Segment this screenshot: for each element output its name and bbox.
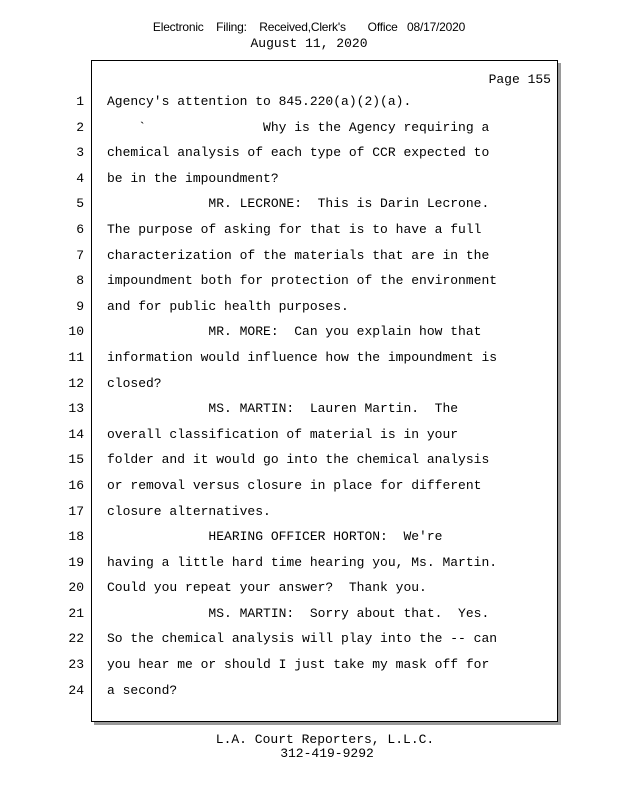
hearing-date: August 11, 2020 xyxy=(250,36,368,51)
transcript-line xyxy=(0,320,618,346)
transcript-lines xyxy=(0,90,618,704)
line-text: or removal versus closure in place for different xyxy=(107,477,482,493)
transcript-line xyxy=(0,500,618,526)
line-number: 16 xyxy=(68,477,84,493)
line-text: The purpose of asking for that is to have a full xyxy=(107,221,482,237)
line-text: you hear me or should I just take my mask off for xyxy=(107,657,490,673)
line-number: 15 xyxy=(68,452,84,468)
line-text: characterization of the materials that are in the xyxy=(107,247,490,263)
line-number: 19 xyxy=(68,554,84,570)
line-number: 9 xyxy=(76,298,84,314)
line-text: MR. MORE: Can you explain how that xyxy=(107,324,482,340)
transcript-line xyxy=(0,576,618,602)
line-text: MS. MARTIN: Lauren Martin. The xyxy=(107,401,459,417)
line-text: a second? xyxy=(107,682,178,698)
court-reporter-name: L.A. Court Reporters, L.L.C. xyxy=(215,732,435,747)
line-number: 6 xyxy=(76,221,84,237)
transcript-line xyxy=(0,372,618,398)
transcript-line xyxy=(0,141,618,167)
line-text: and for public health purposes. xyxy=(107,298,349,314)
court-reporter-phone: 312-419-9292 xyxy=(280,746,374,761)
transcript-line xyxy=(0,423,618,449)
line-text: So the chemical analysis will play into the -- can xyxy=(107,631,498,647)
line-number: 24 xyxy=(68,682,84,698)
line-text: HEARING OFFICER HORTON: We're xyxy=(107,529,443,545)
line-number: 22 xyxy=(68,631,84,647)
line-text: impoundment both for protection of the environment xyxy=(107,273,498,289)
transcript-line xyxy=(0,346,618,372)
line-text: chemical analysis of each type of CCR expected to xyxy=(107,145,490,161)
line-number: 4 xyxy=(76,170,84,186)
transcript-line xyxy=(0,679,618,705)
line-number: 13 xyxy=(68,401,84,417)
line-number: 21 xyxy=(68,605,84,621)
transcript-line xyxy=(0,448,618,474)
transcript-line xyxy=(0,218,618,244)
line-number: 14 xyxy=(68,426,84,442)
line-number: 11 xyxy=(68,349,84,365)
line-number: 10 xyxy=(68,324,84,340)
transcript-line xyxy=(0,525,618,551)
page-number: Page 155 xyxy=(488,72,551,87)
line-number: 5 xyxy=(76,196,84,212)
line-number: 3 xyxy=(76,145,84,161)
line-text: having a little hard time hearing you, Ms. Martin. xyxy=(107,554,498,570)
line-number: 12 xyxy=(68,375,84,391)
line-number: 8 xyxy=(76,273,84,289)
line-text: ` Why is the Agency requiring a xyxy=(107,119,490,135)
transcript-line xyxy=(0,192,618,218)
transcript-line xyxy=(0,167,618,193)
transcript-line xyxy=(0,295,618,321)
line-text: closed? xyxy=(107,375,162,391)
line-number: 18 xyxy=(68,529,84,545)
line-text: folder and it would go into the chemical analysis xyxy=(107,452,490,468)
line-text: overall classification of material is in your xyxy=(107,426,459,442)
line-number: 20 xyxy=(68,580,84,596)
transcript-line xyxy=(0,244,618,270)
line-text: MS. MARTIN: Sorry about that. Yes. xyxy=(107,605,490,621)
transcript-line xyxy=(0,90,618,116)
transcript-line xyxy=(0,116,618,142)
filing-stamp: Electronic Filing: Received,Clerk's Office 08/17/2020 xyxy=(152,20,466,34)
line-number: 7 xyxy=(76,247,84,263)
line-number: 2 xyxy=(76,119,84,135)
transcript-line xyxy=(0,269,618,295)
transcript-line xyxy=(0,602,618,628)
transcript-line xyxy=(0,397,618,423)
line-number: 17 xyxy=(68,503,84,519)
line-text: closure alternatives. xyxy=(107,503,271,519)
line-number: 1 xyxy=(76,94,84,109)
line-text: Could you repeat your answer? Thank you. xyxy=(107,580,427,596)
line-text: be in the impoundment? xyxy=(107,170,279,186)
line-text: Agency's attention to 845.220(a)(2)(a). xyxy=(107,94,412,109)
transcript-line xyxy=(0,551,618,577)
transcript-line xyxy=(0,474,618,500)
transcript-line xyxy=(0,653,618,679)
line-number: 23 xyxy=(68,657,84,673)
transcript-line xyxy=(0,627,618,653)
line-text: information would influence how the impoundment is xyxy=(107,349,498,365)
line-text: MR. LECRONE: This is Darin Lecrone. xyxy=(107,196,490,212)
